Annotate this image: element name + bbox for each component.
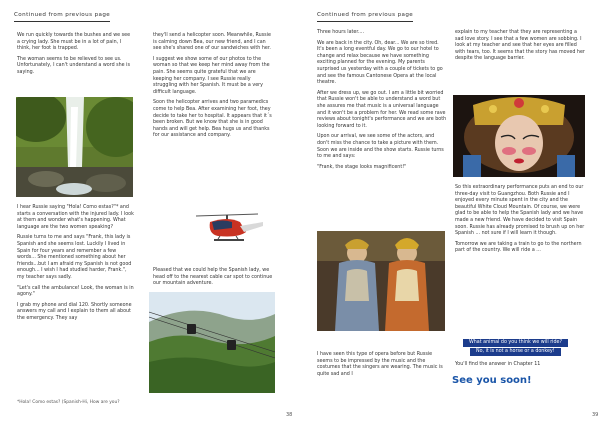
paragraph: they'll send a helicopter soon. Meanwhile, Russie is calming down Bea, our new friend, and I can see she's shared one of our sandwiches with her.: [153, 33, 271, 52]
paragraph: Soon the helicopter arrives and two paramedics come to help Bea. After examining her foot, they decide to take her to hospital. It appears that it´s been broken. But we know that she is in good hands and will get help. Bea hugs us and thanks for our assistance and company.: [153, 100, 272, 139]
paragraph: "Let's call the ambulance! Look, the woman is in agony.": [17, 285, 134, 298]
right-col2-top: [455, 30, 585, 67]
left-col2-top: [153, 33, 275, 144]
right-col2-bottom: [455, 185, 585, 259]
paragraph: I suggest we show some of our photos to the woman so that we keep her mind away from the pain. She seems quite grateful that we are keeping her company. I see Russie really struggling with her Spanish. It must be a very difficult language.: [153, 56, 270, 95]
continued-header-left: Continued from previous page: [14, 12, 111, 18]
chapter-reference: You'll find the answer in Chapter 11: [455, 362, 541, 367]
paragraph: We are back in the city. Oh, dear... We are so tired. It's been a long eventful day. We go to our hotel to change and relax because we have something exciting planned for the evening. My parents surprised us yesterday with a couple of tickets to go and see the famous Cantonese Opera at the local theatre.: [317, 40, 443, 86]
page-number-right: 39: [592, 412, 599, 418]
paragraph: So this extraordinary performance puts an end to our three-day visit to Guangzhou. Both Russie and I enjoyed every minute spent in the city and the beautiful White Cloud Mountain. Of course, we were glad to be able to help the Spanish lady and we have made a new friend. We have decided to visit Spain soon. Russie has already promised to brush up on her Spanish ... not sure if I will learn it though.: [455, 185, 585, 237]
header-underline: [14, 21, 110, 22]
paragraph: After we dress up, we go out. I am a little bit worried that Russie won't be able to understand a word but she assures me that music is a universal language and it won't be a problem for her. We read some rave reviews about tonight's performance and we are both looking forward to it.: [317, 90, 447, 129]
paragraph: Upon our arrival, we see some of the actors, and don't miss the chance to take a picture with them. Soon we are inside and the show starts. Russie turns to me and says:: [317, 134, 444, 160]
right-col1-top: [317, 30, 447, 175]
left-col1-bottom: [17, 205, 135, 327]
continued-header-right: Continued from previous page: [317, 12, 414, 18]
paragraph: The woman seems to be relieved to see us. Unfortunately, I can't understand a word she is saying.: [17, 56, 130, 75]
footnote: *Hola! Como estas? (Spanish-Hi, How are you?: [17, 400, 120, 405]
cable-car-illustration: [149, 292, 275, 393]
helicopter-illustration: [188, 208, 266, 253]
header-underline: [317, 21, 413, 22]
paragraph: I grab my phone and dial 120. Shortly someone answers my call and I explain to them all about the emergency. They say: [17, 302, 132, 321]
left-col1-top: [17, 33, 133, 81]
see-you-soon-heading: See you soon!: [452, 375, 532, 386]
right-page: [300, 0, 600, 424]
opera-performers-photo: [317, 231, 445, 331]
waterfall-photo: [16, 97, 133, 197]
paragraph: We run quickly towards the bushes and we see a crying lady. She must be in a lot of pain, I think, her foot is trapped.: [17, 33, 131, 52]
page-number-left: 38: [286, 412, 293, 418]
paragraph: Pleased that we could help the Spanish lady, we head off to the nearest cable car spot to continue our mountain adventure.: [153, 268, 273, 287]
question-box: What animal do you think we will ride?: [463, 339, 568, 347]
opera-singer-illustration: [453, 95, 585, 177]
right-col1-bottom: [317, 352, 447, 382]
paragraph: "Frank, the stage looks magnificent!": [317, 164, 407, 170]
left-col2-bottom: [153, 268, 273, 292]
paragraph: explain to my teacher that they are representing a sad love story. I see that a few women are sobbing. I look at my teacher and see that her eyes are filled with tears, too. It seems that the story has moved her despite the language barrier.: [455, 30, 585, 62]
paragraph: Three hours later....: [317, 30, 365, 35]
opera-performers-illustration: [317, 231, 445, 331]
answer-box: No, it is not a horse or a donkey!: [470, 348, 561, 356]
paragraph: Russie turns to me and says "Frank, this lady is Spanish and she seems lost. Luckily I lived in Spain for four years and remember a few words... She mentioned something about her friends...but I am afraid my Spanish is not good enough... I wish I had studied harder, Frank.", my teacher says sadly.: [17, 235, 132, 280]
opera-singer-photo: [453, 95, 585, 177]
paragraph: Tomorrow we are taking a train to go to the northern part of the country. We will ride a ...: [455, 241, 582, 254]
cable-car-photo: [149, 292, 275, 393]
paragraph: I have seen this type of opera before but Russie seems to be impressed by the music and the costumes that the singers are wearing. The music is quite sad and I: [317, 352, 443, 377]
helicopter-photo: [188, 208, 266, 253]
waterfall-illustration: [16, 97, 133, 197]
paragraph: I hear Russie saying "Hola! Como estas?"* and starts a conversation with the injured lady. I look at them and wonder what's happening. What language are the two women speaking?: [17, 205, 134, 230]
